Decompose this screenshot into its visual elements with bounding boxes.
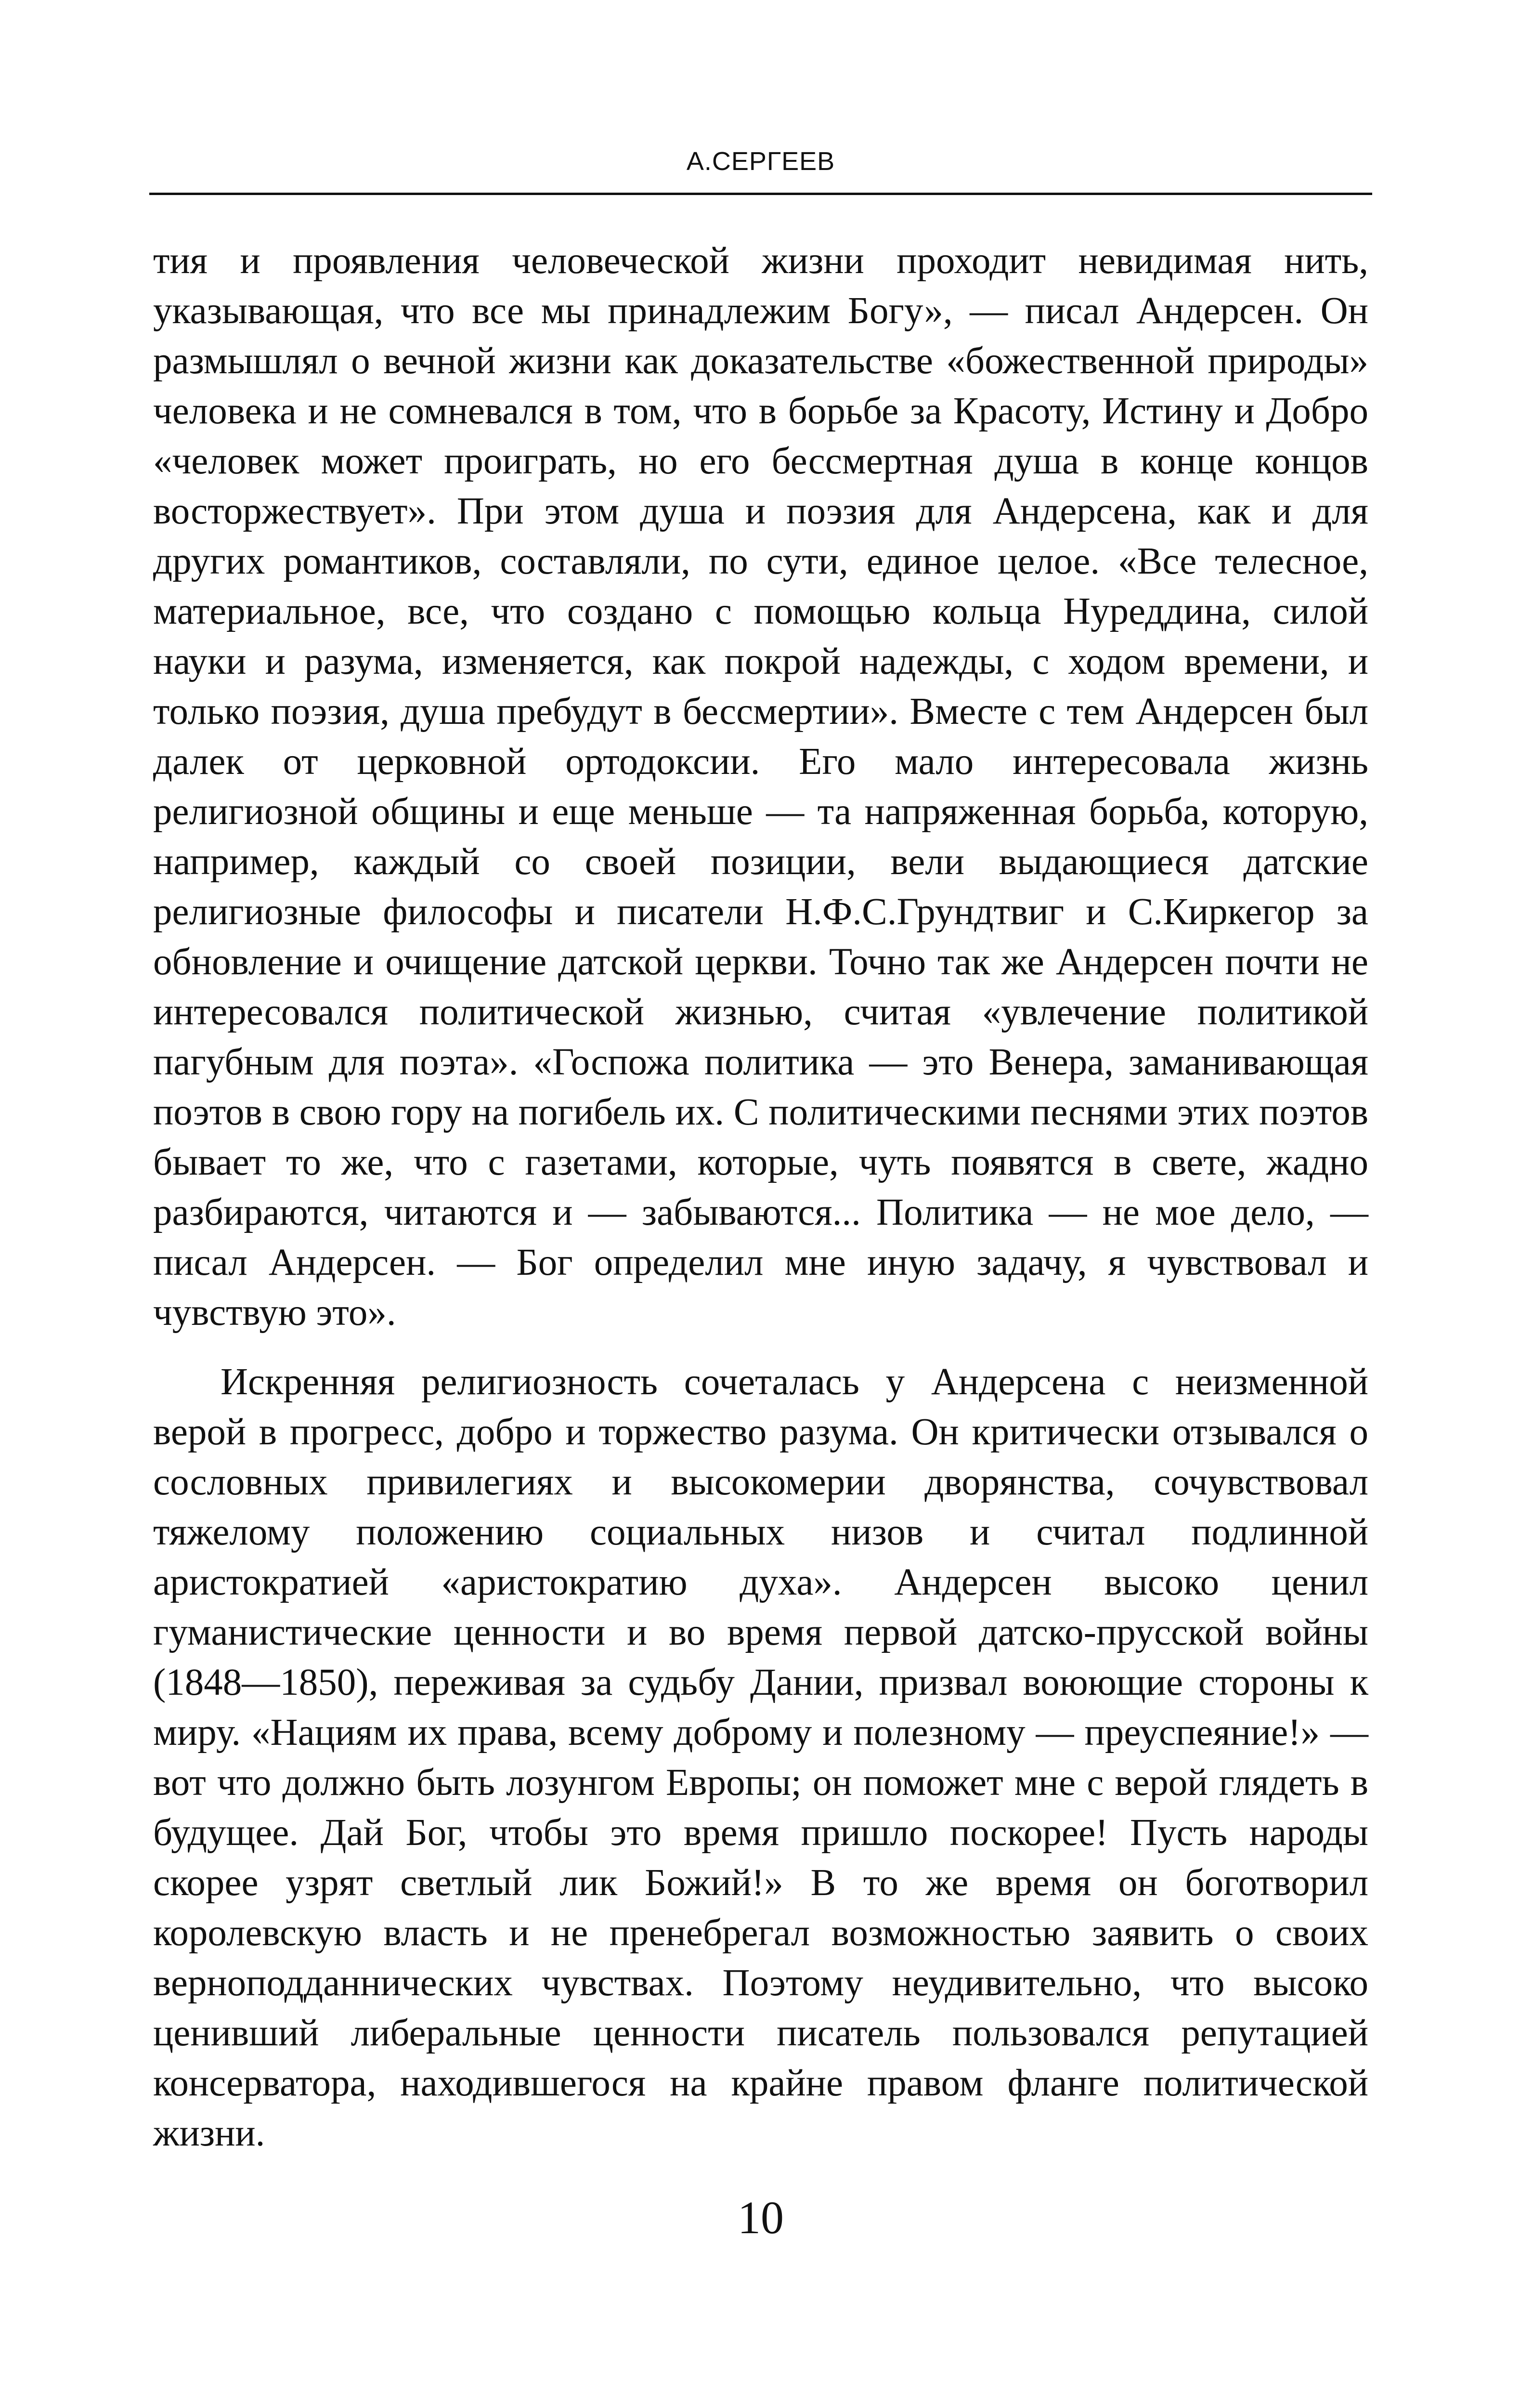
running-title: А.СЕРГЕЕВ (686, 147, 835, 176)
paragraph: Искренняя религиозность сочеталась у Андерсена с неизменной верой в прогресс, добро и торжество разума. Он критически отзывался о сословных привилегиях и высокомерии дворянства, сочувствовал тяжелому положению социальных низов и считал подлинной аристократией «аристократию духа». Андерсен высоко ценил гуманистические ценности и во время первой датско-прусской войны (1848—1850), переживая за судьбу Дании, призвал воюющие стороны к миру. «Нациям их права, всему доброму и полезному — преуспеяние!» — вот что должно быть лозунгом Европы; он поможет мне с верой глядеть в будущее. Дай Бог, чтобы это время пришло поскорее! Пусть народы скорее узрят светлый лик Божий!» В то же время он боготворил королевскую власть и не пренебрегал возможностью заявить о своих верноподданнических чувствах. Поэтому неудивительно, что высоко ценивший либеральные ценности писатель пользовался репутацией консерватора, находившегося на крайне правом фланге политической жизни. (153, 1361, 1368, 2154)
header-rule (149, 193, 1372, 195)
paragraph: тия и проявления человеческой жизни проходит невидимая нить, указывающая, что все мы принадлежим Богу», — писал Андерсен. Он размышлял о вечной жизни как доказательстве «божественной природы» человека и не сомневался в том, что в борьбе за Красоту, Истину и Добро «человек может проиграть, но его бессмертная душа в конце концов восторжествует». При этом душа и поэзия для Андерсена, как и для других романтиков, составляли, по сути, единое целое. «Все телесное, материальное, все, что создано с помощью кольца Нуреддина, силой науки и разума, изменяется, как покрой надежды, с ходом времени, и только поэзия, душа пребудут в бессмертии». Вместе с тем Андерсен был далек от церковной ортодоксии. Его мало интересовала жизнь религиозной общины и еще меньше — та напряженная борьба, которую, например, каждый со своей позиции, вели выдающиеся датские религиозные философы и писатели Н.Ф.С.Грундтвиг и С.Киркегор за обновление и очищение датской церкви. Точно так же Андерсен почти не интересовался политической жизнью, считая «увлечение политикой пагубным для поэта». «Госпожа политика — это Венера, заманивающая поэтов в свою гору на погибель их. С политическими песнями этих поэтов бывает то же, что с газетами, которые, чуть появятся в свете, жадно разбираются, читаются и — забываются... Политика — не мое дело, — писал Андерсен. — Бог определил мне иную задачу, я чувствовал и чувствую это». (153, 240, 1368, 1334)
page-number: 10 (738, 2192, 784, 2243)
body-text (153, 236, 1368, 2159)
